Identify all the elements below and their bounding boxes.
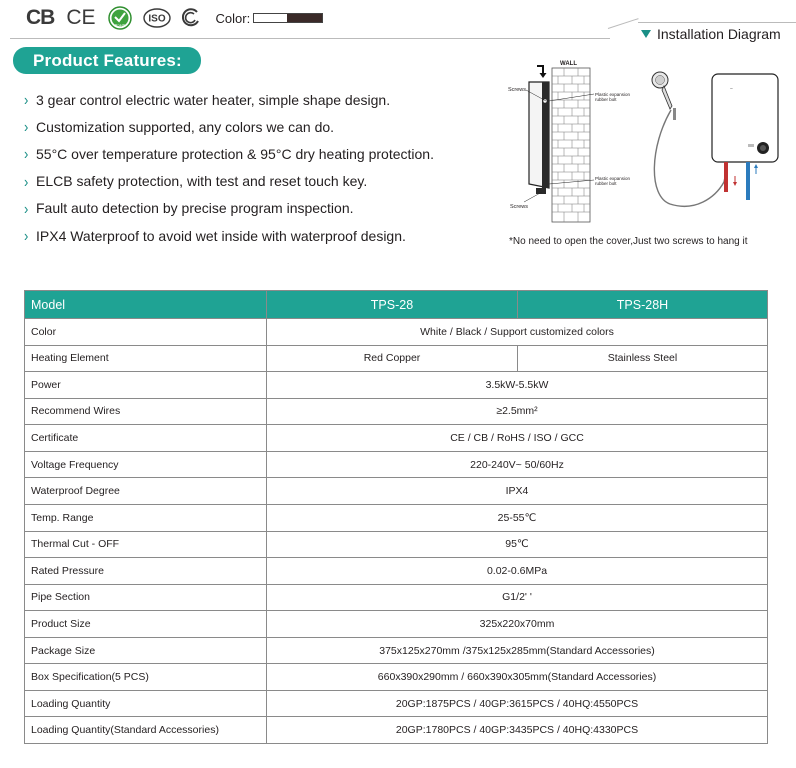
row-value: G1/2' ' [267, 584, 768, 611]
feature-list [24, 86, 434, 249]
feature-item [24, 168, 434, 195]
row-label: Recommend Wires [25, 398, 267, 425]
table-row [25, 558, 768, 585]
row-label: Loading Quantity [25, 690, 267, 717]
row-value: 660x390x290mm / 660x390x305mm(Standard Accessories) [267, 664, 768, 691]
table-row [25, 637, 768, 664]
screws-bottom-label: Screws [510, 204, 529, 210]
wall-label: WALL [560, 61, 577, 67]
row-label: Temp. Range [25, 504, 267, 531]
feature-item [24, 113, 434, 140]
row-value: 325x220x70mm [267, 611, 768, 638]
ce-logo: CE [66, 6, 96, 29]
header-divider-right [638, 22, 796, 23]
chevron-right-icon: › [24, 226, 29, 245]
feature-item [24, 140, 434, 167]
table-row [25, 451, 768, 478]
feature-text: Customization supported, any colors we can do. [36, 118, 335, 135]
table-row [25, 478, 768, 505]
header-divider-slant [608, 18, 639, 29]
bolt-bottom-label-line1: Plastic expansion [595, 176, 631, 181]
table-row [25, 319, 768, 346]
water-pipes [724, 162, 758, 200]
row-value: 25-55℃ [267, 504, 768, 531]
header-model: Model [25, 291, 267, 319]
row-value-tps-28h: Stainless Steel [518, 345, 768, 372]
table-row [25, 372, 768, 399]
table-row [25, 345, 768, 372]
row-label: Waterproof Degree [25, 478, 267, 505]
table-row [25, 504, 768, 531]
installation-diagram-title: Installation Diagram [657, 26, 781, 42]
installation-note: *No need to open the cover,Just two screws to hang it [509, 236, 748, 247]
table-row [25, 425, 768, 452]
color-swatch [253, 13, 323, 23]
chevron-right-icon: › [24, 199, 29, 218]
iso-logo [142, 7, 172, 29]
bolt-top-label-line2: rubber bolt [595, 97, 617, 102]
installation-diagram-heading [641, 26, 781, 42]
table-row [25, 531, 768, 558]
product-features-title: Product Features: [13, 47, 201, 74]
certification-logos [26, 6, 323, 30]
chevron-right-icon: › [24, 144, 29, 163]
row-label: Power [25, 372, 267, 399]
rohs-logo [108, 6, 132, 30]
row-value: 3.5kW-5.5kW [267, 372, 768, 399]
row-value: 220-240V~ 50/60Hz [267, 451, 768, 478]
row-value: 20GP:1875PCS / 40GP:3615PCS / 40HQ:4550PCS [267, 690, 768, 717]
row-label: Package Size [25, 637, 267, 664]
row-value: 375x125x270mm /375x125x285mm(Standard Accessories) [267, 637, 768, 664]
bolt-bottom-label-line2: rubber bolt [595, 181, 617, 186]
table-row [25, 664, 768, 691]
screws-top-label: Screws [508, 87, 527, 93]
feature-item [24, 222, 434, 249]
row-value: 20GP:1780PCS / 40GP:3435PCS / 40HQ:4330PCS [267, 717, 768, 744]
row-label: Color [25, 319, 267, 346]
header-tps-28: TPS-28 [267, 291, 518, 319]
row-label: Box Specification(5 PCS) [25, 664, 267, 691]
feature-item [24, 195, 434, 222]
feature-text: 55°C over temperature protection & 95°C dry heating protection. [36, 145, 434, 162]
row-label: Heating Element [25, 345, 267, 372]
brick-wall [552, 68, 590, 222]
heater-front-diagram [640, 66, 788, 216]
row-label: Thermal Cut - OFF [25, 531, 267, 558]
row-label: Certificate [25, 425, 267, 452]
svg-text:ISO: ISO [147, 13, 166, 25]
feature-text: Fault auto detection by precise program inspection. [36, 200, 354, 217]
bolt-top-label-line1: Plastic expansion [595, 92, 631, 97]
row-value: White / Black / Support customized colors [267, 319, 768, 346]
white-swatch [254, 14, 287, 22]
table-row [25, 611, 768, 638]
feature-text: IPX4 Waterproof to avoid wet inside with waterproof design. [36, 227, 406, 244]
chevron-right-icon: › [24, 117, 29, 136]
specification-table [24, 290, 768, 744]
row-value: ≥2.5mm² [267, 398, 768, 425]
svg-text:~: ~ [730, 87, 733, 92]
row-label: Loading Quantity(Standard Accessories) [25, 717, 267, 744]
feature-text: ELCB safety protection, with test and reset touch key. [36, 173, 368, 190]
row-label: Pipe Section [25, 584, 267, 611]
row-value: IPX4 [267, 478, 768, 505]
svg-text:RoHS: RoHS [114, 22, 125, 28]
row-value: 95℃ [267, 531, 768, 558]
header-divider [10, 38, 610, 39]
row-value: CE / CB / RoHS / ISO / GCC [267, 425, 768, 452]
gs-mark-icon [180, 7, 202, 29]
wall-mount-diagram [502, 56, 642, 226]
feature-text: 3 gear control electric water heater, simple shape design. [36, 91, 391, 108]
table-row [25, 398, 768, 425]
color-label: Color: [215, 10, 251, 26]
row-label: Product Size [25, 611, 267, 638]
row-value: 0.02-0.6MPa [267, 558, 768, 585]
triangle-down-icon [641, 30, 651, 38]
row-value-tps-28: Red Copper [267, 345, 518, 372]
table-row [25, 717, 768, 744]
table-row [25, 690, 768, 717]
black-swatch [287, 14, 322, 22]
table-header-row [25, 291, 768, 319]
row-label: Rated Pressure [25, 558, 267, 585]
header-tps-28h: TPS-28H [518, 291, 768, 319]
chevron-right-icon: › [24, 172, 29, 191]
row-label: Voltage Frequency [25, 451, 267, 478]
shower-head-icon [652, 72, 676, 120]
chevron-right-icon: › [24, 90, 29, 109]
heater-side-view [529, 82, 549, 194]
cb-logo: CB [26, 6, 55, 29]
feature-item [24, 86, 434, 113]
heater-front-body [712, 74, 778, 162]
table-row [25, 584, 768, 611]
